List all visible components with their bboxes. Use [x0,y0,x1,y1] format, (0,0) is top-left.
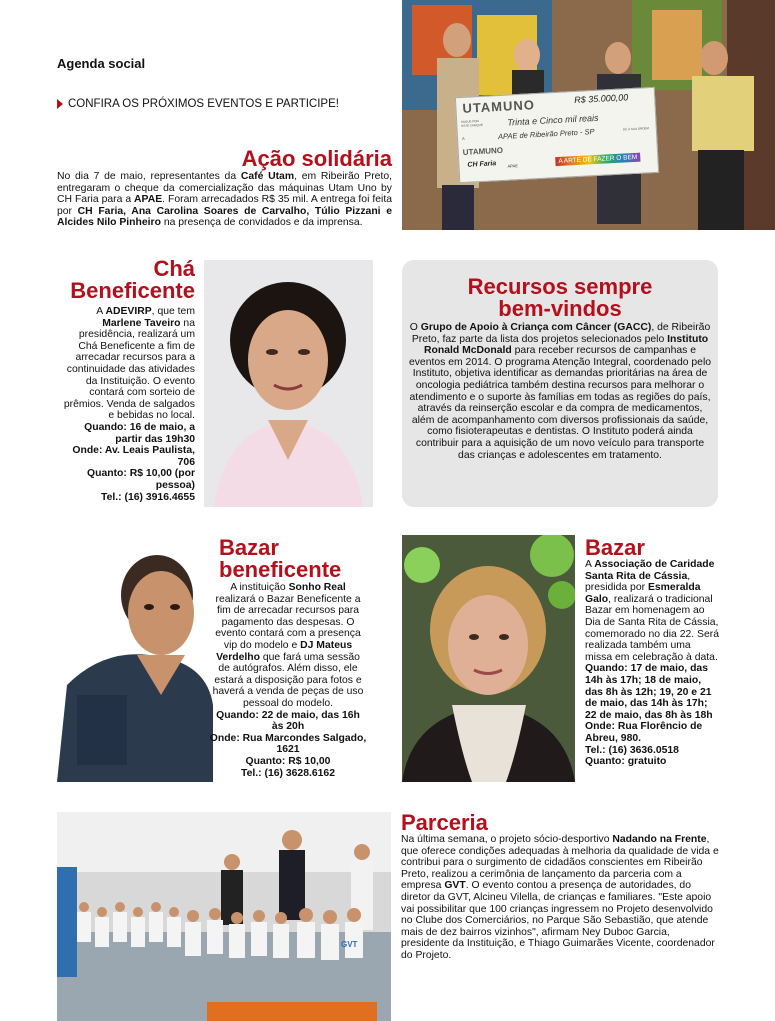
cha-when: Quando: 16 de maio, a partir das 19h30 [84,421,195,445]
cha-bold-1: ADEVIRP [105,306,152,317]
acao-title: Ação solidária [241,146,392,171]
cheque-brand: UTAMUNO [462,97,536,116]
cha-title-line2: Beneficente [70,278,195,303]
bazar-ben-where: Onde: Rua Marcondes Salgado, 1621 [209,732,367,756]
bazar-where: Onde: Rua Florêncio de Abreu, 980. [585,721,703,744]
bazar-ben-text-2: realizará o Bazar Beneficente a fim de arrecadar recursos para pagamento das despesas. O evento contará com a presença vip do modelo e [215,593,361,651]
recursos-text-1: O [409,322,421,333]
bazar-phone: Tel.: (16) 3636.0518 [585,744,679,756]
recursos-title-line1: Recursos sempre [467,274,653,299]
tagline-text: CONFIRA OS PRÓXIMOS EVENTOS E PARTICIPE! [68,98,339,110]
bazar-price: Quanto: gratuito [585,756,667,768]
recursos-bold-1: Grupo de Apoio à Criança com Câncer (GACC) [420,322,652,333]
cha-title-line1: Chá [153,256,195,281]
bazar-ben-title [219,537,341,581]
parceria-text-2: , que oferece condições adequadas à melhoria da qualidade de vida e contribui para o surgimento de cidadãos conscientes em Ribeirão Preto, realizou a cerimônia de lançamento da parceria com a empresa [401,834,719,892]
parceria-text-1: Na última semana, o projeto sócio-desportivo [401,834,613,845]
cha-text-1: A [96,306,106,317]
photo-mateus [57,535,213,782]
photo-cheque-presentation [402,0,775,230]
bazar-ben-text-1: A instituição [230,582,289,593]
acao-text-4: na presença de convidados e da imprensa. [160,217,363,229]
cheque-logo: CH Faria [467,160,497,169]
acao-bold-1: Café Utam [240,171,295,182]
recursos-text-3: para receber recursos de campanhas e eventos em 2014. O programa Atenção Integral, coordenado pelo Instituto, objetiva identificar as demandas prioritárias na área de oncologia pediátrica também destina recursos para melhorar o atendimento e o suporte às famílias em todas as regiões do país, através da reinserção escolar e da compra de medicamentos, além de acompanhamento com diversos profissionais da saúde, como fisioterapeutas e dentistas. O Instituto poderá ainda contribuir para a aquisição de um novo veículo para transporte das crianças e adolescentes em tratamento. [408,345,712,461]
cheque-label-order: OU À SUA ORDEM [622,126,650,132]
bazar-title: Bazar [585,535,645,560]
recursos-bold-2: Instituto Ronald McDonald [424,333,709,357]
parceria-bold-2: GVT [444,880,466,892]
bazar-ben-price: Quanto: R$ 10,00 [245,755,331,767]
bazar-text-1: A [585,559,595,570]
bazar-ben-when: Quando: 22 de maio, das 16h às 20h [216,709,360,733]
arrow-right-icon [57,99,63,109]
cha-phone: Tel.: (16) 3916.4655 [101,491,195,503]
bazar-ben-title-line1: Bazar [219,535,279,560]
bazar-ben-phone: Tel.: (16) 3628.6162 [241,767,335,779]
cheque-label-pay: PAGUE POR [461,119,479,124]
cheque-slogan: A ARTE DE FAZER O BEM [555,153,640,166]
acao-text [57,171,392,229]
bazar-bold-2: Esmeralda Galo [585,582,701,605]
cha-title [57,258,195,302]
parceria-text [401,834,719,962]
cheque-apae-logo: APAE [507,163,519,169]
bazar-ben-title-line2: beneficente [219,557,342,582]
cha-text [57,306,195,503]
bazar-ben-text [209,582,367,779]
cheque-board [455,87,659,183]
acao-text-3: . Foram arrecadados R$ 35 mil. A entrega foi feita por [57,194,392,217]
cheque-amount: R$ 35.000,00 [573,92,629,106]
recursos-title-line2: bem-vindos [498,296,622,321]
cheque-label-cheque: ESTE CHEQUE [461,122,483,128]
cheque-label-a: A [461,135,465,141]
cha-text-2: , que tem [151,306,195,317]
recursos-text-2: , de Ribeirão Preto, faz parte da lista dos projetos selecionados pelo [411,322,711,345]
cha-bold-2: Marlene Taveiro [102,317,181,329]
bazar-ben-bold-1: Sonho Real [288,582,346,593]
acao-bold-2: APAE [134,194,163,206]
bazar-text-3: , realizará o tradicional Bazar em homenagem ao Dia de Santa Rita de Cássia, comemorado no dia 22. Será realizada também uma missa em celebração à data. [585,593,720,663]
cha-text-3: na presidência, realizará um Chá Beneficente a fim de arrecadar recursos para a continuidade das atividades da Instituição. O evento contará com sorteio de prêmios. Venda de salgados e bebidas no local. [63,317,195,422]
recursos-text [408,322,712,461]
cheque-small-brand: UTAMUNO [462,145,504,157]
photo-gvt-group [57,812,391,1021]
photo-marlene [204,260,373,507]
photo-esmeralda [402,535,575,782]
tagline [57,98,339,110]
acao-bold-3: CH Faria, Ana Carolina Soares de Carvalho, Túlio Pizzani e Alcides Nilo Pinheiro [57,205,392,229]
acao-text-1: No dia 7 de maio, representantes da [57,171,241,182]
cha-price: Quanto: R$ 10,00 (por pessoa) [87,468,195,491]
bazar-ben-bold-2: DJ Mateus Verdelho [216,639,353,663]
bazar-text [585,559,719,768]
parceria-title: Parceria [401,810,488,835]
recursos-title [402,276,718,320]
bazar-bold-1: Associação de Caridade Santa Rita de Cássia [585,559,715,582]
cheque-words: Trinta e Cinco mil reais [507,112,599,128]
parceria-bold-1: Nadando na Frente [612,834,707,845]
parceria-text-3: . O evento contou a presença de autoridades, do diretor da GVT, Alcineu Vilella, de crianças e familiares. "Este apoio vai possibilitar que 100 crianças ingressem no Projeto desenvolvido no Clube dos Comerciários, no Parque São Sebastião, que atende mais de dez bairros vizinhos", afirmam Ney Duboc Garcia, presidente da Instituição, e Thiago Guimarães Vicente, coordenador do Projeto. [401,880,715,961]
gvt-shirt-logo: GVT [341,940,358,949]
section-title: Agenda social [57,56,146,71]
acao-text-2: , em Ribeirão Preto, entregaram o cheque da comercialização das máquinas Utam Uno by CH Faria para a [57,171,392,206]
bazar-text-2: , presidida por [585,570,691,594]
bazar-ben-text-3: que fará uma sessão de autógrafos. Além disso, ele estará a disposição para fotos e haverá a venda de peças de uso pessoal do modelo. [212,651,364,709]
bazar-when: Quando: 17 de maio, das 14h às 17h; 18 de maio, das 8h às 12h; 19, 20 e 21 de maio, das 14h às 17h; 22 de maio, das 8h às 18h [585,663,713,721]
cheque-payee: APAE de Ribeirão Preto - SP [497,127,595,142]
cha-where: Onde: Av. Leais Paulista, 706 [72,445,195,468]
